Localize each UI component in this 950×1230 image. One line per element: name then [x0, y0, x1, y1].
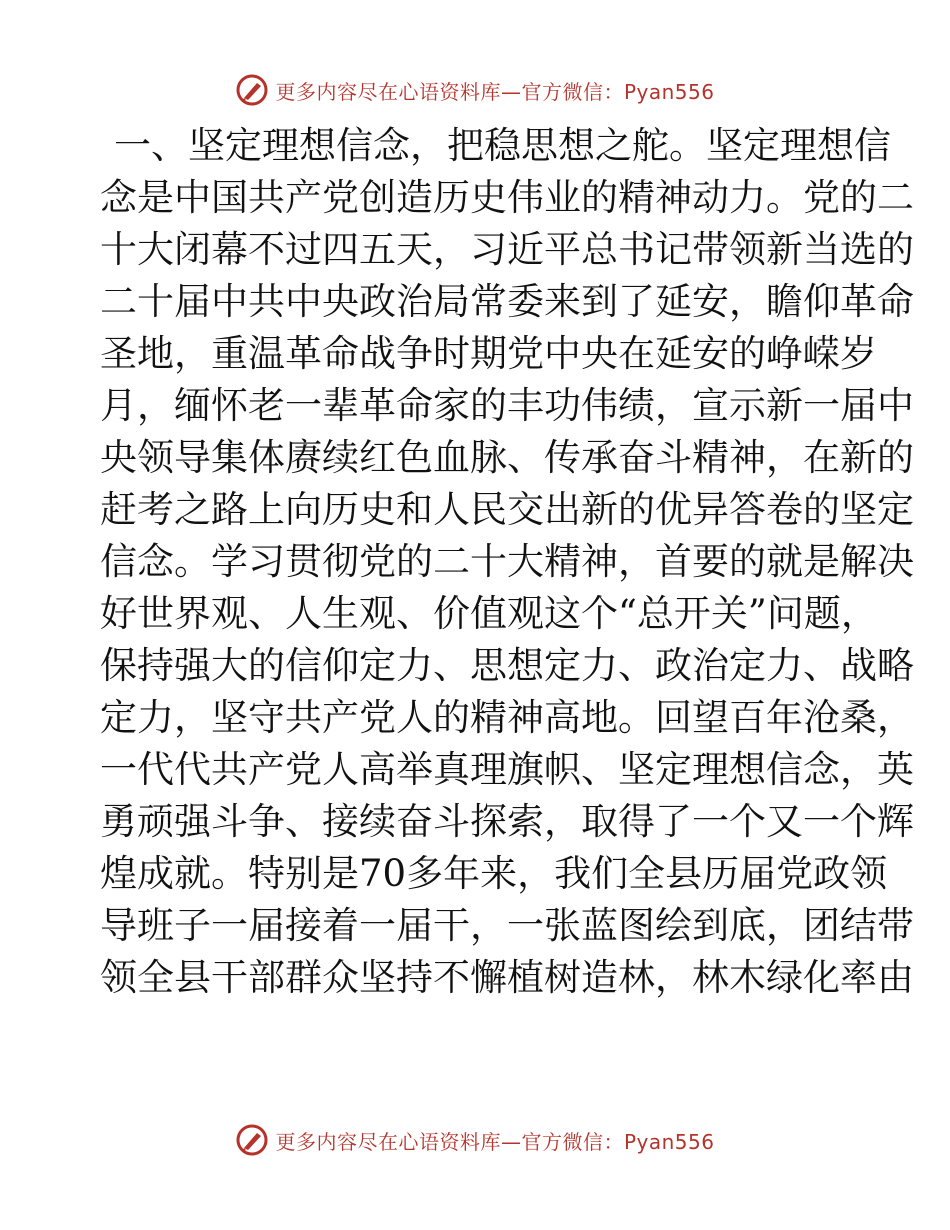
- watermark-text: 更多内容尽在心语资料库—官方微信：Pyan556: [275, 79, 715, 104]
- footer-watermark: [0, 1120, 950, 1160]
- watermark-text: 更多内容尽在心语资料库—官方微信：Pyan556: [275, 1129, 715, 1154]
- pen-logo-icon: [235, 73, 269, 107]
- text-line: 信 念 。 学 习 贯 彻 党 的 二 十 大 精 神 ， 首 要 的 就 是 解 决: [100, 540, 914, 583]
- text-line: 定 力 ， 坚 守 共 产 党 人 的 精 神 高 地 。 回 望 百 年 沧 桑 ，: [100, 696, 914, 739]
- header-watermark: [0, 70, 950, 110]
- text-line: 月 ， 缅 怀 老 一 辈 革 命 家 的 丰 功 伟 绩 ， 宣 示 新 一 届 中: [100, 384, 914, 427]
- text-line: 煌 成 就 。 特 别 是 7 0 多 年 来 ， 我 们 全 县 历 届 党 政 领: [100, 852, 888, 895]
- text-line: 赶 考 之 路 上 向 历 史 和 人 民 交 出 新 的 优 异 答 卷 的 坚 定: [100, 488, 914, 531]
- text-line: 央 领 导 集 体 赓 续 红 色 血 脉 、 传 承 奋 斗 精 神 ， 在 新 的: [100, 436, 914, 479]
- pen-logo-icon: [235, 1123, 269, 1157]
- text-line: 二 十 届 中 共 中 央 政 治 局 常 委 来 到 了 延 安 ， 瞻 仰 革 命: [100, 280, 914, 323]
- text-line: 导 班 子 一 届 接 着 一 届 干 ， 一 张 蓝 图 绘 到 底 ， 团 结 带: [100, 904, 914, 947]
- text-line: 勇 顽 强 斗 争 、 接 续 奋 斗 探 索 ， 取 得 了 一 个 又 一 个 辉: [100, 800, 914, 843]
- text-line: 圣 地 ， 重 温 革 命 战 争 时 期 党 中 央 在 延 安 的 峥 嵘 岁: [100, 332, 877, 375]
- text-line: 十 大 闭 幕 不 过 四 五 天 ， 习 近 平 总 书 记 带 领 新 当 选 的: [100, 228, 914, 271]
- text-line: 保 持 强 大 的 信 仰 定 力 、 思 想 定 力 、 政 治 定 力 、 战 略: [100, 644, 914, 687]
- text-line: 领 全 县 干 部 群 众 坚 持 不 懈 植 树 造 林 ， 林 木 绿 化 率 由: [100, 956, 914, 999]
- text-line: 好 世 界 观 、 人 生 观 、 价 值 观 这 个 “ 总 开 关 ” 问 题 ，: [100, 592, 878, 635]
- text-line: 念 是 中 国 共 产 党 创 造 历 史 伟 业 的 精 神 动 力 。 党 的 二: [100, 176, 914, 219]
- text-line: 一 、 坚 定 理 想 信 念 ， 把 稳 思 想 之 舵 。 坚 定 理 想 信: [114, 124, 891, 167]
- text-line: 一 代 代 共 产 党 人 高 举 真 理 旗 帜 、 坚 定 理 想 信 念 ， 英: [100, 748, 914, 791]
